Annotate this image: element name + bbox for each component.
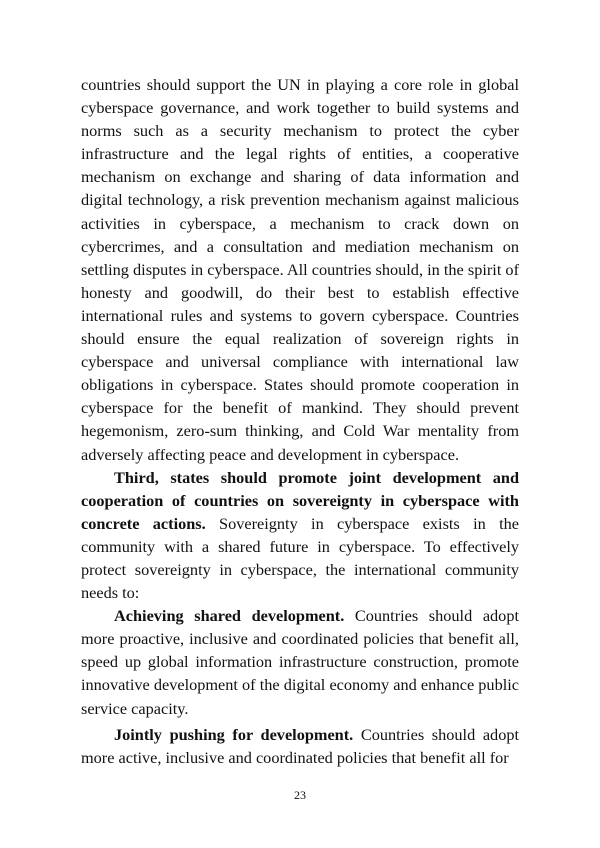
- paragraph-2-heading: Third, states should promote joint development and cooperation of countries on sovereignty in cyberspace with concrete actions.: [81, 467, 519, 533]
- paragraph-3-text: Countries should adopt more proactive, inclusive and coordinated policies that benefit all, speed up global information infrastructure construction, promote innovative development of the digital economy and enhance public service capacity.: [81, 606, 519, 718]
- paragraph-4: [81, 723, 519, 769]
- paragraph-1-text: countries should support the UN in playing a core role in global cyberspace governance, and work together to build systems and norms such as a security mechanism to protect the cyber infrastructure and the legal rights of entities, a cooperative mechanism on exchange and sharing of data information and digital technology, a risk prevention mechanism against malicious activities in cyberspace, a mechanism to crack down on cybercrimes, and a consultation and mediation mechanism on settling disputes in cyberspace. All countries should, in the spirit of honesty and goodwill, do their best to establish effective international rules and systems to govern cyberspace. Countries should ensure the equal realization of sovereign rights in cyberspace and universal compliance with international law obligations in cyberspace. States should promote cooperation in cyberspace for the benefit of mankind. They should prevent hegemonism, zero-sum thinking, and Cold War mentality from adversely affecting peace and development in cyberspace.: [81, 75, 519, 464]
- paragraph-2-text: Sovereignty in cyberspace exists in the community with a shared future in cyberspace. To effectively protect sovereignty in cyberspace, the international community needs to:: [81, 513, 519, 603]
- paragraph-3-heading: Achieving shared development.: [114, 606, 345, 626]
- paragraph-4-text: Countries should adopt more active, inclusive and coordinated policies that benefit all for: [81, 724, 519, 767]
- paragraph-1: [81, 73, 519, 466]
- paragraph-3: [81, 604, 519, 719]
- body-text: [81, 73, 519, 769]
- paragraph-4-heading: Jointly pushing for development.: [114, 724, 354, 744]
- paragraph-2: [81, 466, 519, 605]
- page-number: 23: [294, 788, 306, 802]
